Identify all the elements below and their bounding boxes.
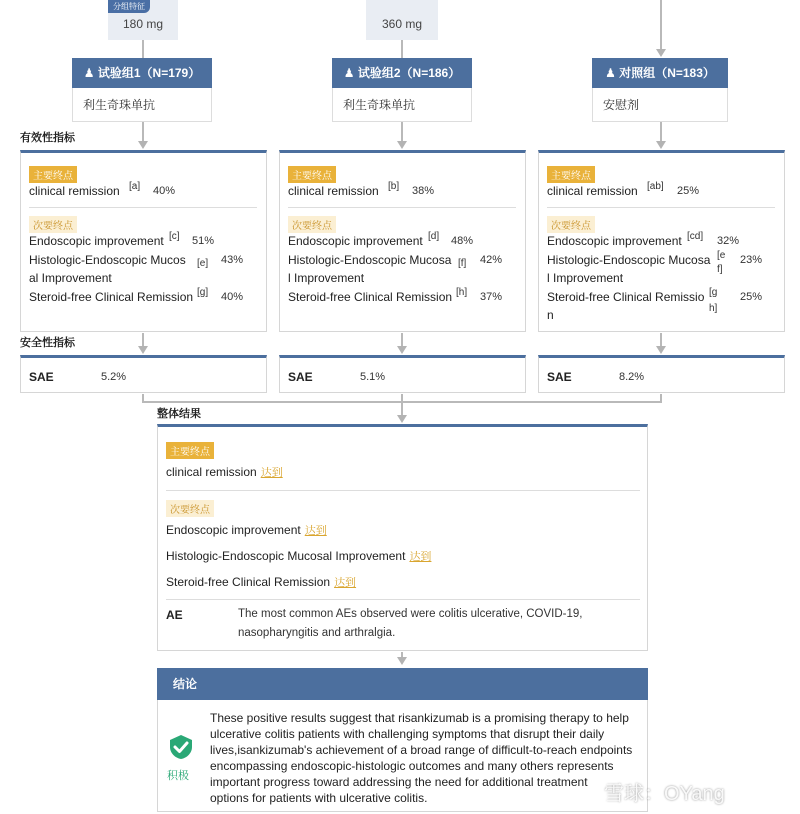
watermark: 雪球：OYang [604,783,725,805]
efficacy-card-2 [279,150,526,332]
primary-endpoint-tag: 主要终点 [29,166,77,183]
primary-name: clinical remission [288,184,379,198]
ref: [h] [456,287,468,298]
ref: [ab] [647,181,664,192]
secondary-name-cont: l Improvement [547,271,624,285]
dose-tag: 分组特征 [108,0,150,13]
reached-status: 达到 [304,525,327,537]
conclusion-body [157,700,648,812]
efficacy-card-1 [20,150,267,332]
overall-secondary-name: Endoscopic improvement [166,523,301,537]
primary-endpoint-tag: 主要终点 [288,166,336,183]
secondary-name: Steroid-free Clinical Remission [288,290,453,304]
conclusion-line: lives,isankizumab's achievement of a broad range of difficult-to-reach endpoints [210,743,633,757]
secondary-name: Steroid-free Clinical Remission [29,290,194,304]
secondary-value: 42% [480,254,503,266]
secondary-endpoint-tag: 次要终点 [547,216,595,233]
primary-name: clinical remission [29,184,120,198]
overall-secondary [166,522,327,538]
safety-label: SAE [547,370,572,384]
user-icon: ♟ [83,66,95,80]
conclusion-header: 结论 [157,668,648,700]
safety-label: SAE [288,370,313,384]
secondary-name-cont: n [547,308,554,322]
ae-text-cont: nasopharyngitis and arthralgia. [238,627,396,639]
overall-primary [166,464,283,480]
group-header-3 [592,58,728,88]
overall-secondary-name: Histologic-Endoscopic Mucosal Improvement [166,549,406,563]
check-shield-icon [167,733,195,766]
overall-result-card [157,424,648,651]
secondary-name: Endoscopic improvement [547,234,682,248]
secondary-name: Histologic-Endoscopic Mucosa [547,253,711,267]
ref: [e [717,250,726,261]
secondary-name: Steroid-free Clinical Remissio [547,290,705,304]
section-overall: 整体结果 [157,408,201,420]
secondary-value: 51% [192,235,215,247]
conclusion-line: important progress toward addressing the need for additional treatment [210,775,588,789]
ref: [b] [388,181,400,192]
secondary-name-cont: al Improvement [29,271,112,285]
group-drug-1: 利生奇珠单抗 [72,88,212,122]
group-name: 试验组1（N=179） [97,66,201,80]
secondary-name: Histologic-Endoscopic Mucosa [288,253,452,267]
ae-text: The most common AEs observed were colitis ulcerative, COVID-19, [238,608,583,620]
primary-endpoint-tag: 主要终点 [166,442,214,459]
overall-primary-name: clinical remission [166,465,257,479]
safety-card-1 [20,355,267,393]
conclusion-line: These positive results suggest that risankizumab is a promising therapy to help [210,711,629,725]
section-efficacy: 有效性指标 [20,132,75,144]
secondary-value: 40% [221,291,244,303]
secondary-endpoint-tag: 次要终点 [29,216,77,233]
group-header-1 [72,58,212,88]
dose-box-2 [366,0,438,40]
efficacy-card-3 [538,150,785,332]
conclusion-text [210,710,632,806]
badge-label: 积极 [167,770,189,782]
safety-value: 5.2% [101,371,127,383]
primary-value: 40% [153,185,176,197]
ref: [f] [458,258,467,269]
secondary-value: 32% [717,235,740,247]
safety-card-3 [538,355,785,393]
secondary-value: 25% [740,291,763,303]
ae-label: AE [166,608,183,622]
ref-cont: f] [717,264,723,275]
primary-name: clinical remission [547,184,638,198]
safety-value: 8.2% [619,371,645,383]
secondary-value: 48% [451,235,474,247]
group-drug-3: 安慰剂 [592,88,728,122]
safety-card-2 [279,355,526,393]
secondary-name: Histologic-Endoscopic Mucos [29,253,186,267]
reached-status: 达到 [409,551,432,563]
secondary-value: 23% [740,254,763,266]
section-safety: 安全性指标 [20,337,75,349]
secondary-value: 43% [221,254,244,266]
user-icon: ♟ [605,66,616,80]
ref: [e] [197,258,209,269]
overall-secondary [166,574,356,590]
secondary-value: 37% [480,291,503,303]
group-name: 对照组（N=183） [619,66,715,80]
secondary-endpoint-tag: 次要终点 [166,500,214,517]
ref: [g [709,287,718,298]
reached-status: 达到 [334,577,357,589]
group-drug-2: 利生奇珠单抗 [332,88,472,122]
conclusion-line: ulcerative colitis patients with challenging symptoms that disrupt their daily [210,727,605,741]
ref: [a] [129,181,141,192]
user-icon: ♟ [343,66,355,80]
ref-cont: h] [709,303,718,314]
overall-secondary-name: Steroid-free Clinical Remission [166,575,331,589]
group-name: 试验组2（N=186） [357,66,461,80]
conclusion-line: options for patients with ulcerative colitis. [210,791,428,805]
primary-value: 38% [412,185,435,197]
secondary-name: Endoscopic improvement [29,234,164,248]
ref: [g] [197,287,209,298]
safety-value: 5.1% [360,371,386,383]
dose-label: 180 mg [122,17,164,31]
dose-box-1 [108,0,178,40]
safety-label: SAE [29,370,54,384]
overall-secondary [166,548,431,564]
conclusion-line: encompassing endoscopic-histologic outcomes and many others represents [210,759,614,773]
ref: [c] [169,231,180,242]
ref: [d] [428,231,440,242]
dose-label: 360 mg [381,17,423,31]
primary-endpoint-tag: 主要终点 [547,166,595,183]
primary-value: 25% [677,185,700,197]
group-header-2 [332,58,472,88]
secondary-endpoint-tag: 次要终点 [288,216,336,233]
ref: [cd] [687,231,704,242]
secondary-name-cont: l Improvement [288,271,365,285]
reached-status: 达到 [260,467,283,479]
secondary-name: Endoscopic improvement [288,234,423,248]
